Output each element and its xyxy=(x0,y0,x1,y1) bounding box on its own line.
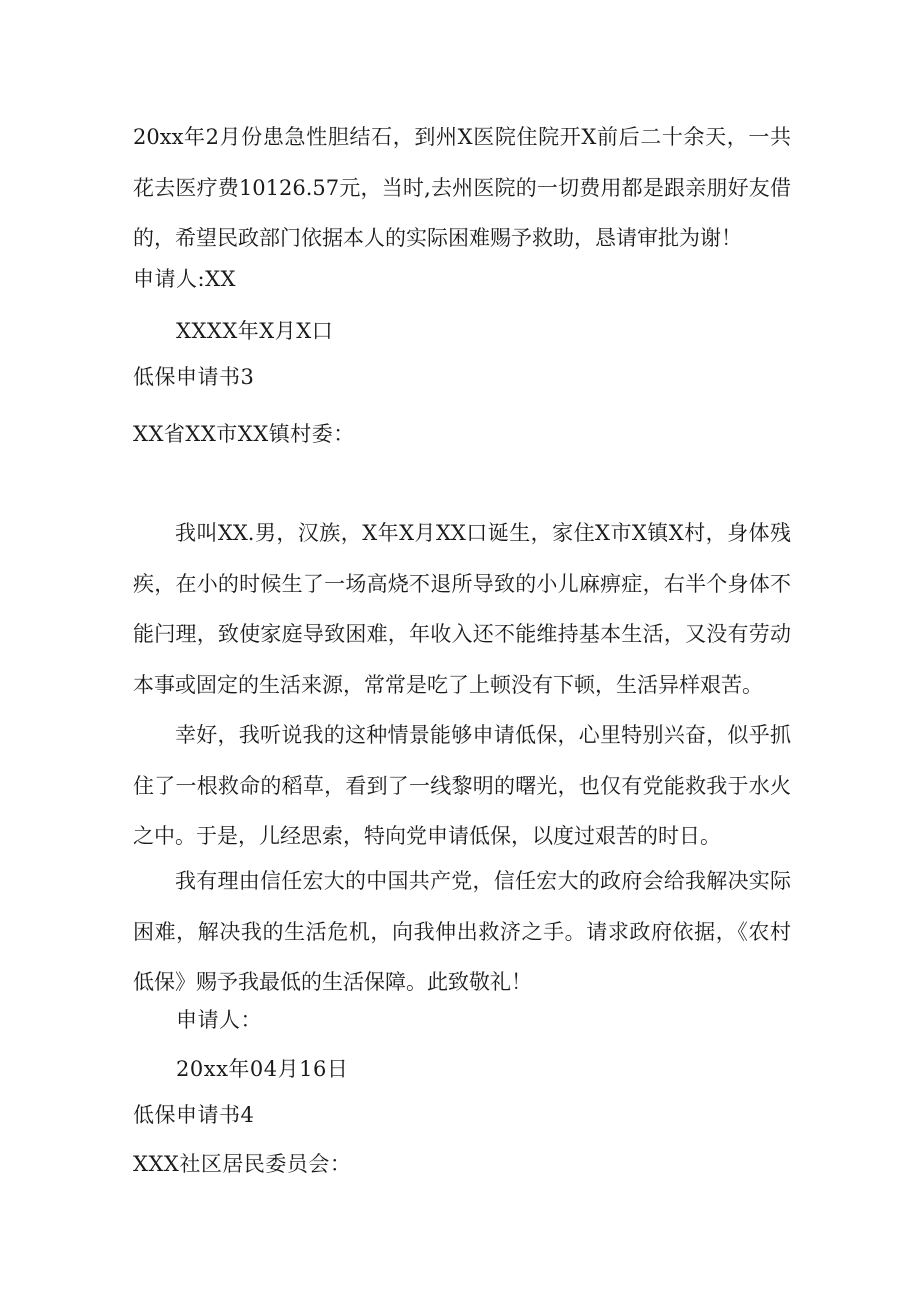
applicant-signature: 申请人:XX xyxy=(133,267,236,291)
paragraph-3a: 我叫XX.男，汉族，X年X月XX口诞生，家住X市X镇X村，身体残疾，在小的时候生了一场高烧不退所导致的小儿麻痹症，右半个身体不能闩理，致使家庭导致困难，年收入还不能维持基本生活，又没有劳动本事或固定的生活来源，常常是吃了上顿没有下顿，生活异样艰苦。 xyxy=(133,521,791,697)
addressee-3: XX省XX市XX镇村委： xyxy=(133,422,355,446)
paragraph-3b: 幸好，我听说我的这种情景能够申请低保，心里特别兴奋，似乎抓住了一根救命的稻草，看到了一线黎明的曙光，也仅有党能救我于水火之中。于是，儿经思索，特向党申请低保，以度过艰苦的时日。 xyxy=(133,723,791,848)
paragraph-intro: 20xx年2月份患急性胆结石，到州X医院住院开X前后二十余天，一共花去医疗费10126.57元，当时,去州医院的一切费用都是跟亲朋好友借的，希望民政部门依据本人的实际困难赐予救助，恳请审批为谢！ xyxy=(133,125,791,250)
addressee-4: XXX社区居民委员会： xyxy=(133,1152,352,1176)
applicant-signature-2: 申请人： xyxy=(176,1008,262,1032)
date-line-2: 20xx年04月16日 xyxy=(176,1057,349,1081)
date-line-1: XXXX年X月X口 xyxy=(176,319,334,343)
section-heading-4: 低保申请书4 xyxy=(133,1103,255,1127)
paragraph-3c: 我有理由信任宏大的中国共产党，信任宏大的政府会给我解决实际困难，解决我的生活危机，向我伸出救济之手。请求政府依据，《农村低保》赐予我最低的生活保障。此致敬礼！ xyxy=(133,869,791,994)
section-heading-3: 低保申请书3 xyxy=(133,365,255,389)
